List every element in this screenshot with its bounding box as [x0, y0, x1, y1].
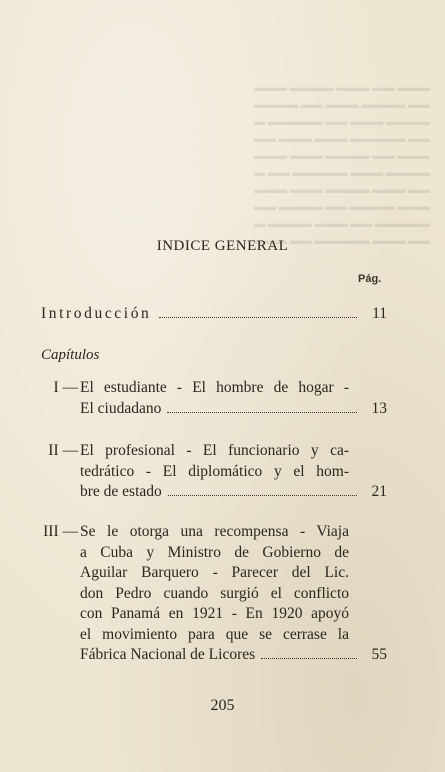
chapter-line: con Panamá en 1921 - En 1920 apoyó [80, 605, 349, 622]
dot-leader [168, 494, 357, 496]
chapter-entry-1[interactable] [41, 378, 387, 419]
dot-leader [167, 411, 357, 413]
chapter-line: el movimiento para que se cerrase la [80, 625, 349, 643]
intro-label: Introducción [41, 305, 152, 322]
chapter-line: El profesional - El funcionario y ca- [80, 442, 349, 459]
page-number: 205 [210, 697, 235, 714]
intro-entry[interactable] [41, 304, 387, 325]
page-column-label: Pág. [358, 273, 382, 285]
chapter-line: El ciudadano [80, 399, 162, 417]
chapter-line: Fábrica Nacional de Licores [80, 646, 256, 663]
chapter-line: bre de estado [80, 483, 162, 500]
chapter-line: Se le otorga una recompensa - Viaja [80, 523, 349, 540]
chapter-number: II — [48, 442, 78, 459]
chapter-number: I — [53, 379, 78, 396]
show-through-text: ▬▬▬ ▬▬ ▬▬▬ ▬▬▬▬ ▬▬▬ ▬▬ ▬▬▬▬ ▬▬▬ ▬▬ ▬▬▬▬ ▬▬▬▬ ▬▬▬ ▬▬ ▬▬▬▬▬ ▬ ▬▬ ▬▬▬▬▬ ▬▬▬ ▬▬▬ ▬▬ ▬▬▬ ▬▬ ▬▬▬▬ ▬▬▬ ▬▬▬ ▬▬▬▬ ▬▬▬ ▬▬▬▬▬ ▬▬ ▬ ▬▬ ▬▬▬ ▬▬▬▬ ▬▬▬ ▬▬▬ ▬▬▬ ▬▬▬▬ ▬▬ ▬▬▬▬ ▬▬ ▬▬▬▬▬ ▬▬ ▬▬▬ ▬▬▬▬ ▬ ▬▬ ▬▬▬ ▬▬▬▬▬ ▬▬ ▬▬▬ [254, 82, 430, 247]
chapter-number: III — [43, 523, 78, 540]
chapter-line: tedrático - El diplomático y el hom- [80, 462, 349, 480]
chapter-line: don Pedro cuando surgió el conflicto [80, 584, 349, 602]
dot-leader [159, 316, 357, 318]
chapter-line: a Cuba y Ministro de Gobierno de [80, 543, 349, 561]
chapters-heading: Capítulos [41, 347, 100, 363]
index-title: INDICE GENERAL [156, 238, 289, 254]
chapter-line: El estudiante - El hombre de hogar - [80, 379, 349, 396]
chapter-page-number: 55 [371, 646, 387, 663]
chapter-page-number: 13 [371, 399, 387, 417]
chapter-page-number: 21 [371, 483, 387, 500]
chapter-line: Aguilar Barquero - Parecer del Lic. [80, 564, 349, 581]
chapter-entry-2[interactable] [41, 441, 387, 503]
intro-page-number: 11 [372, 305, 387, 322]
dot-leader [261, 657, 357, 659]
chapter-entry-3[interactable] [41, 522, 387, 666]
